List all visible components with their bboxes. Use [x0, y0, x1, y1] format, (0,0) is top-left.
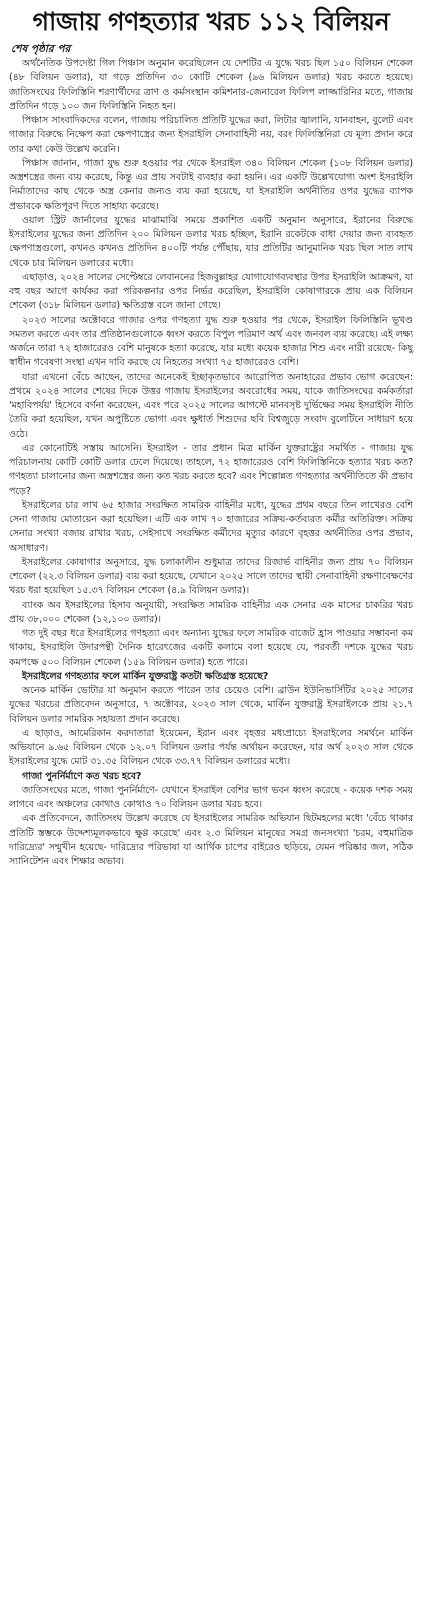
article-paragraph: ওয়াল স্ট্রিট জার্নালের যুদ্ধের মাঝামাঝি সময়ে প্রকাশিত একটি অনুমান অনুসারে, ইরানের বিরুদ্ধে ইসরাইলের যুদ্ধের জন্য প্রতিদিন ২০০ মিলিয়ন ডলার খরচ হচ্ছিল, ইরানি রকেটকে বাধা দেয়ার জন্য ব্যবহৃত ক্ষেপণাস্ত্রগুলো, কখনও কখনও প্রতিদিন ৪০০টি পর্যন্ত পৌঁছায়, যার প্রতিটির আনুমানিক খরচ ছিল সাত লাখ থেকে চার মিলিয়ন ডলারের মধ্যে।	[9, 214, 413, 269]
article-paragraph: ২০২৩ সালের অক্টোবরে গাজার ওপর গণহত্যা যুদ্ধ শুরু হওয়ার পর থেকে, ইসরাইল ফিলিস্তিনি ভূখণ্ড সমতল করতে এবং তার প্রতিষ্ঠানগুলোকে ধ্বংস করতে বিপুল পরিমাণ অর্থ এবং জনবল ব্যয় করেছে। এই লক্ষ্য অর্জনে তারা ৭২ হাজারেরও বেশি মানুষকে হত্যা করেছে, যার মধ্যে কয়েক হাজার শিশু এবং নারী রয়েছে- কিছু স্বাধীন গবেষণা সংস্থা এখন দাবি করছে যে নিহতের সংখ্যা ৭৫ হাজারেরও বেশি।	[9, 314, 413, 369]
article-headline: গাজায় গণহত্যার খরচ ১১২ বিলিয়ন	[32, 7, 390, 36]
article-subheading: গাজা পুনর্নির্মাণে কত খরচ হবে?	[22, 770, 142, 782]
article-paragraph: ইসরাইলের চার লাখ ৬৫ হাজার সংরক্ষিত সামরিক বাহিনীর মধ্যে, যুদ্ধের প্রথম বছরে তিন লাখেরও বেশি সেনা গাজায় মোতায়েন করা হয়েছিল। এটি এক লাখ ৭০ হাজারের সক্রিয়-কর্তব্যরত কর্মীর অতিরিক্ত। সক্রিয় সেনার সংখ্যা বজায় রাখার খরচ, সেইসাথে সংরক্ষিত কর্মীদের মৃত্যুর কারণে বৃহত্তর অর্থনীতির ওপর প্রভাব, অসাধারণ।	[9, 499, 413, 554]
article-paragraph: এ ছাড়াও, আমেরিকান করদাতারা ইয়েমেন, ইরান এবং বৃহত্তর মধ্যপ্রাচ্যে ইসরাইলের সমর্থনে মার্কিন অভিযানে ৯.৬৫ বিলিয়ন থেকে ১২.০৭ বিলিয়ন ডলার পর্যন্ত অর্থায়ন করেছেন, যার অর্থ ২০২৩ সাল থেকে ইসরাইলের যুদ্ধে মোট ৩১.৩৫ বিলিয়ন থেকে ৩৩.৭৭ বিলিয়ন ডলারের মধ্যে।	[9, 727, 413, 768]
article-paragraph: এক প্রতিবেদনে, জাতিসংঘ উল্লেখ করেছে যে ইসরাইলের সামরিক অভিযান ছিটমহলের মধ্যে 'বেঁচে থাকার প্রতিটি স্তম্ভকে উদ্দেশ্যমূলকভাবে ক্ষুণ্ণ করেছে' এবং ২.৩ মিলিয়ন মানুষের সমগ্র জনসংখ্যা 'চরম, বহুমাত্রিক দারিদ্র্যের' সম্মুখীন হয়েছে- দারিদ্র্যের পরিভাষা যা আর্থিক চাপের বাইরেও ছড়িয়ে, যেমন পরিষ্কার জল, সঠিক স্যানিটেশন এবং শিক্ষার অভাব।	[9, 813, 413, 867]
article-subheading: ইসরাইলের গণহত্যার ফলে মার্কিন যুক্তরাষ্ট্র কতটা ক্ষতিগ্রস্ত হয়েছে?	[22, 670, 269, 682]
article-paragraph: অনেক মার্কিন ভোটার যা অনুমান করতে পারেন তার চেয়েও বেশি। ব্রাউন ইউনিভার্সিটির ২০২৫ সালের যুদ্ধের খরচের প্রতিবেদন অনুসারে, ৭ অক্টোবর, ২০২৩ সাল থেকে, মার্কিন যুক্তরাষ্ট্র ইসরাইলকে প্রায় ২১.৭ বিলিয়ন ডলার সামরিক সহায়তা প্রদান করেছে।	[9, 685, 413, 725]
article-paragraph: অর্থনৈতিক উপদেষ্টা গিল পিঞ্চাস অনুমান করেছিলেন যে দেশটির এ যুদ্ধে খরচ ছিল ১৫০ বিলিয়ন শেকেল (৪৮ বিলিয়ন ডলার), যা গড়ে প্রতিদিন ৩০ কোটি শেকেল (৯৬ মিলিয়ন ডলার) খরচ করতে হয়েছে। জাতিসংঘের ফিলিস্তিনি শরণার্থীদের ত্রাণ ও কর্মসংস্থান কমিশনার-জেনারেল ফিলিপ লাজ্জারিনির মতে, গাজায় প্রতিদিন গড়ে ১০০ জন ফিলিস্তিনি নিহত হন।	[9, 58, 413, 112]
article-body	[9, 57, 413, 869]
article-paragraph: এর কোনোটিই সস্তায় আসেনি। ইসরাইল - তার প্রধান মিত্র মার্কিন যুক্তরাষ্ট্রের সমর্থিত - গাজায় যুদ্ধ পরিচালনায় কোটি কোটি ডলার ঢেলে দিয়েছে। তাহলে, ৭২ হাজারেরও বেশি ফিলিস্তিনিকে হত্যার খরচ কত? গণহত্যা চালানোর জন্য অস্ত্রশস্ত্রের জন্য কত খরচ করতে হবে? এবং শিল্পোন্নত গণহত্যার অর্থনীতিতে কী প্রভাব পড়ে?	[9, 442, 413, 497]
article-paragraph: ব্যাংক অব ইসরাইলের হিসাব অনুযায়ী, সংরক্ষিত সামরিক বাহিনীর এক সেনার এক মাসের চাকরির খরচ প্রায় ৩৮,০০০ শেকেল (১২,১০০ ডলার)।	[9, 599, 413, 625]
article-paragraph: পিঞ্চাস সাংবাদিকদের বলেন, গাজায় পরিচালিত প্রতিটি যুদ্ধের করা, লিটার জ্বালানি, যানবাহন, বুলেট এবং গাজার বিরুদ্ধে নিক্ষেপ করা ক্ষেপণাস্ত্রের জন্য ইসরাইলি সেনাবাহিনী নয়, বরং ফিলিস্তিনিরা যে মূল্য প্রদান করে তার কথা কেউ উল্লেখ করেনি।	[9, 115, 413, 155]
article-paragraph: পিঞ্চাস জানান, গাজা যুদ্ধ শুরু হওয়ার পর থেকে ইসরাইল ৩৪০ বিলিয়ন শেকেল (১০৮ বিলিয়ন ডলার) অস্ত্রশস্ত্রের জন্য ব্যয় করেছে, কিন্তু এর প্রায় সবটাই ব্যবহার করা হয়নি। এর একটি উল্লেখযোগ্য অংশ ইসরাইলি নির্মাতাদের কাছ থেকে অস্ত্র কেনার জন্যও ব্যয় করা হয়েছে, যা ইসরাইলি অর্থনীতির ওপর যুদ্ধের ব্যাপক প্রভাবকে ক্ষতিপূরণ দিতে সাহায্য করেছে।	[9, 157, 413, 212]
continued-from-label: শেষ পৃষ্ঠার পর	[11, 43, 71, 55]
article-paragraph: ইসরাইলের কোষাগার অনুসারে, যুদ্ধ চলাকালীন শুধুমাত্র তাদের রিজার্ভ বাহিনীর জন্য প্রায় ৭০ বিলিয়ন শেকেল (২২.৩ বিলিয়ন ডলার) ব্যয় করা হয়েছে, যেখানে ২০২৫ সালে তাদের স্থায়ী সেনাবাহিনী রক্ষণাবেক্ষণের খরচ ধরা হয়েছিল ১৫.৩৭ বিলিয়ন শেকেল (৪.৯ বিলিয়ন ডলার)।	[9, 556, 413, 597]
article-paragraph: এছাড়াও, ২০২৪ সালের সেপ্টেম্বরে লেবাননের হিজবুল্লাহর যোগাযোগব্যবস্থার উপর ইসরাইলি আক্রমণ, যা বহু বছর আগে কার্যকর করা পরিকল্পনার ওপর নির্ভর করেছিল, ইসরাইলি কোষাগারকে প্রায় এক বিলিয়ন শেকেল (৩১৮ মিলিয়ন ডলার) ক্ষতিগ্রস্ত বলে জানা গেছে।	[9, 271, 413, 312]
article-paragraph: যারা এখনো বেঁচে আছেন, তাদের অনেকেই ইচ্ছাকৃতভাবে আরোপিত অনাহারের প্রভাব ভোগ করেছেন: প্রথমে ২০২৪ সালের শেষের দিকে উত্তর গাজায় ইসরাইলের অবরোধের সময়, যাকে জাতিসংঘের কর্মকর্তারা 'মহাবিপর্যয়' হিসেবে বর্ণনা করেছেন, এবং পরে ২০২৫ সালের আগস্টে মানবসৃষ্ট দুর্ভিক্ষের সময় ইসরাইলি নীতি তৈরি করা হয়েছিল, যখন অপুষ্টিতে ভোগা এবং ক্ষুধার্ত শিশুদের ছবি বিশ্বজুড়ে সংবাদ বুলেটিনে সাধারণ হয়ে ওঠে।	[9, 371, 413, 440]
article-paragraph: জাতিসংঘের মতে, গাজা পুনর্নির্মাণে- যেখানে ইসরাইল বেশির ভাগ ভবন ধ্বংস করেছে - কয়েক দশক সময় লাগবে এবং অঞ্চলের কোথাও কোথাও ৭০ বিলিয়ন ডলার খরচ হবে।	[9, 784, 413, 810]
article-paragraph: গত দুই বছর ধরে ইসরাইলের গণহত্যা এবং অন্যান্য যুদ্ধের ফলে সামরিক বাজেট হ্রাস পাওয়ার সম্ভাবনা কম থাকায়, ইসরাইলি উদারপন্থী দৈনিক হারেৎজের একটি কলামে বলা হয়েছে যে, পরবর্তী দশকে যুদ্ধের খরচ কমপক্ষে ৫০০ বিলিয়ন শেকেল (১৫৯ বিলিয়ন ডলার) হতে পারে।	[9, 628, 413, 668]
